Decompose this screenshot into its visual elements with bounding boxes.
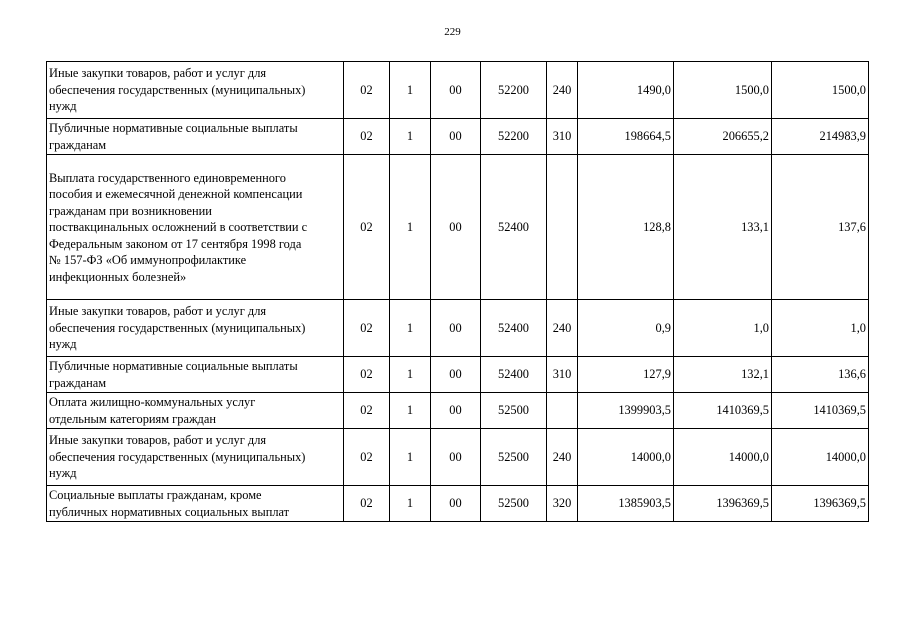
amount-year-1: 14000,0 (578, 429, 674, 486)
table-row (47, 486, 869, 522)
expense-type-code: 240 (547, 429, 578, 486)
row-description: Публичные нормативные социальные выплаты гражданам (47, 119, 344, 155)
amount-year-1: 128,8 (578, 155, 674, 300)
table-row (47, 300, 869, 357)
amount-year-2: 133,1 (674, 155, 772, 300)
amount-year-3: 1396369,5 (772, 486, 869, 522)
amount-year-3: 136,6 (772, 357, 869, 393)
section-code: 02 (344, 119, 390, 155)
row-description: Иные закупки товаров, работ и услуг для обеспечения государственных (муниципальных) нужд (47, 62, 344, 119)
target-code: 52400 (481, 155, 547, 300)
budget-table (46, 61, 869, 522)
amount-year-1: 1490,0 (578, 62, 674, 119)
program-code: 1 (390, 62, 431, 119)
subprogram-code: 00 (431, 429, 481, 486)
target-code: 52400 (481, 357, 547, 393)
amount-year-3: 1,0 (772, 300, 869, 357)
subprogram-code: 00 (431, 357, 481, 393)
section-code: 02 (344, 62, 390, 119)
amount-year-2: 14000,0 (674, 429, 772, 486)
target-code: 52200 (481, 62, 547, 119)
section-code: 02 (344, 155, 390, 300)
row-description: Выплата государственного единовременного пособия и ежемесячной денежной компенсации гражданам при возникновении поствакцинальных осложнений в соответствии с Федеральным законом от 17 сентября 1998 года № 157-ФЗ «Об иммунопрофилактике инфекционных болезней» (47, 155, 344, 300)
subprogram-code: 00 (431, 486, 481, 522)
target-code: 52200 (481, 119, 547, 155)
amount-year-1: 0,9 (578, 300, 674, 357)
page-number: 229 (444, 26, 461, 38)
section-code: 02 (344, 486, 390, 522)
target-code: 52500 (481, 393, 547, 429)
subprogram-code: 00 (431, 393, 481, 429)
table-row (47, 119, 869, 155)
subprogram-code: 00 (431, 119, 481, 155)
amount-year-2: 132,1 (674, 357, 772, 393)
section-code: 02 (344, 393, 390, 429)
amount-year-2: 206655,2 (674, 119, 772, 155)
expense-type-code: 240 (547, 300, 578, 357)
amount-year-2: 1396369,5 (674, 486, 772, 522)
expense-type-code: 240 (547, 62, 578, 119)
amount-year-3: 1410369,5 (772, 393, 869, 429)
program-code: 1 (390, 393, 431, 429)
amount-year-1: 1385903,5 (578, 486, 674, 522)
row-description: Иные закупки товаров, работ и услуг для обеспечения государственных (муниципальных) нужд (47, 429, 344, 486)
section-code: 02 (344, 357, 390, 393)
program-code: 1 (390, 119, 431, 155)
target-code: 52400 (481, 300, 547, 357)
amount-year-1: 127,9 (578, 357, 674, 393)
row-description: Социальные выплаты гражданам, кроме публичных нормативных социальных выплат (47, 486, 344, 522)
table-row (47, 62, 869, 119)
amount-year-2: 1,0 (674, 300, 772, 357)
table-row (47, 429, 869, 486)
amount-year-3: 214983,9 (772, 119, 869, 155)
amount-year-1: 1399903,5 (578, 393, 674, 429)
expense-type-code: 310 (547, 357, 578, 393)
expense-type-code: 310 (547, 119, 578, 155)
subprogram-code: 00 (431, 300, 481, 357)
row-description: Оплата жилищно-коммунальных услуг отдельным категориям граждан (47, 393, 344, 429)
amount-year-2: 1410369,5 (674, 393, 772, 429)
table-row (47, 357, 869, 393)
expense-type-code (547, 393, 578, 429)
subprogram-code: 00 (431, 62, 481, 119)
section-code: 02 (344, 429, 390, 486)
program-code: 1 (390, 300, 431, 357)
amount-year-3: 1500,0 (772, 62, 869, 119)
row-description: Публичные нормативные социальные выплаты гражданам (47, 357, 344, 393)
program-code: 1 (390, 155, 431, 300)
subprogram-code: 00 (431, 155, 481, 300)
target-code: 52500 (481, 429, 547, 486)
amount-year-2: 1500,0 (674, 62, 772, 119)
program-code: 1 (390, 357, 431, 393)
amount-year-1: 198664,5 (578, 119, 674, 155)
row-description: Иные закупки товаров, работ и услуг для обеспечения государственных (муниципальных) нужд (47, 300, 344, 357)
program-code: 1 (390, 486, 431, 522)
target-code: 52500 (481, 486, 547, 522)
amount-year-3: 137,6 (772, 155, 869, 300)
amount-year-3: 14000,0 (772, 429, 869, 486)
expense-type-code (547, 155, 578, 300)
expense-type-code: 320 (547, 486, 578, 522)
table-row (47, 155, 869, 300)
program-code: 1 (390, 429, 431, 486)
table-row (47, 393, 869, 429)
section-code: 02 (344, 300, 390, 357)
